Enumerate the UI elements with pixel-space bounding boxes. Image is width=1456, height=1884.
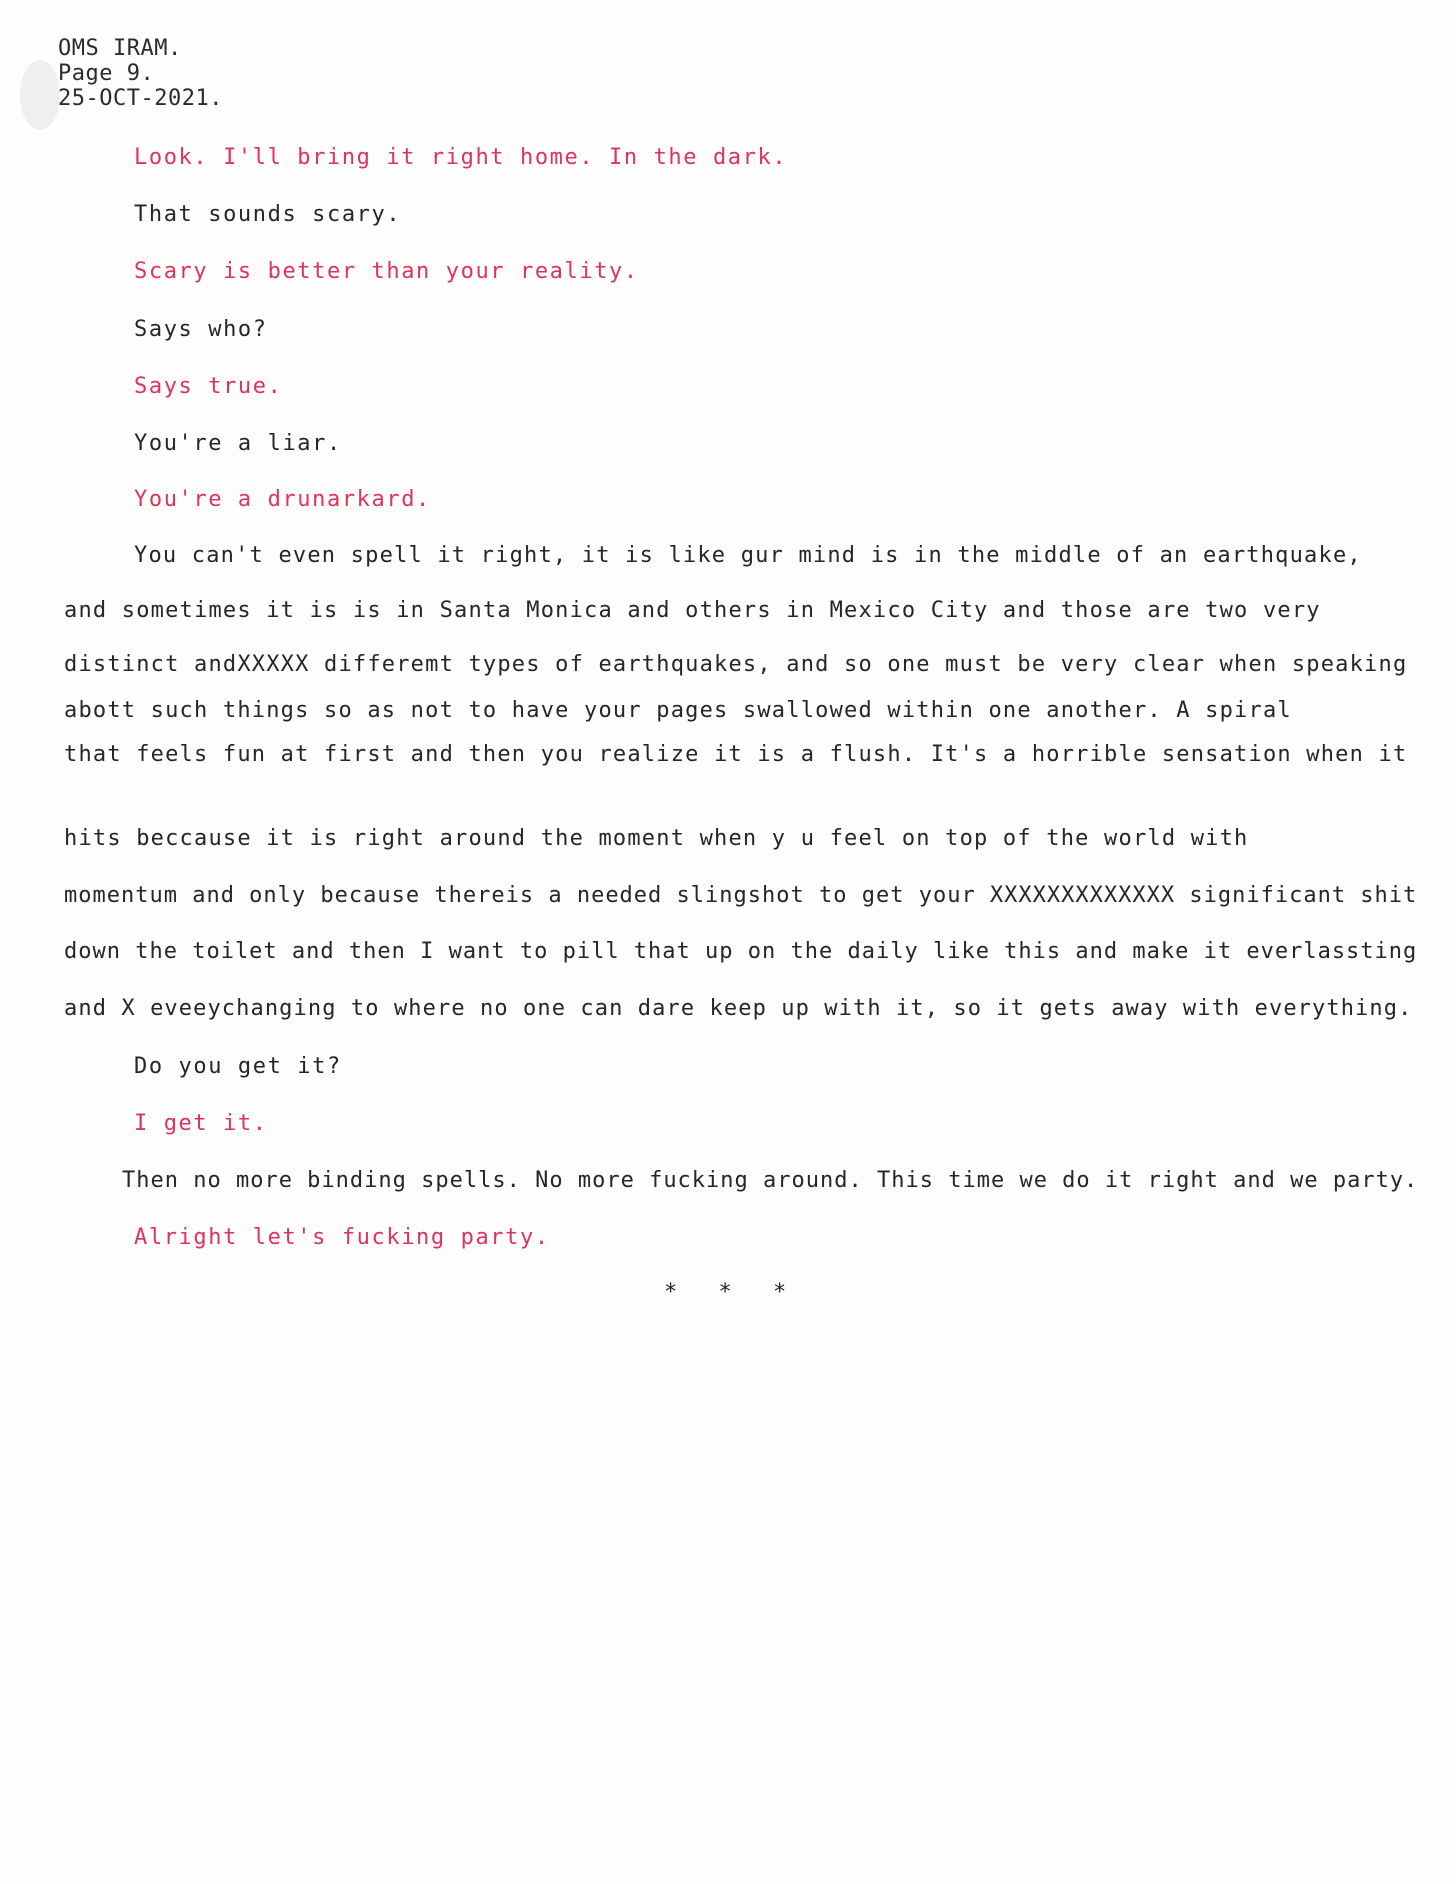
dialog-line: Says true. [134,374,283,399]
header-date: 25-OCT-2021. [58,86,223,111]
closing-line: Do you get it? [134,1054,342,1079]
dialog-line: Look. I'll bring it right home. In the dark. [134,145,788,170]
paragraph-line: distinct andXXXXX differemt types of earthquakes, and so one must be very clear when speaking [64,652,1408,677]
dialog-line: Says who? [134,317,268,342]
closing-line: Alright let's fucking party. [134,1225,550,1250]
dialog-line: You're a liar. [134,431,342,456]
header-page-number: Page 9. [58,61,155,86]
paragraph-line: and X eveeychanging to where no one can dare keep up with it, so it gets away with everything. [64,996,1413,1021]
paragraph-line: and sometimes it is is in Santa Monica and others in Mexico City and those are two very [64,598,1321,623]
header-title: OMS IRAM. [58,36,182,61]
paragraph-line: abott such things so as not to have your pages swallowed within one another. A spiral [64,698,1292,723]
paragraph-line: that feels fun at first and then you realize it is a flush. It's a horrible sensation when it [64,742,1408,767]
dialog-line: Scary is better than your reality. [134,259,639,284]
page-header [58,36,223,111]
paragraph-line: down the toilet and then I want to pill that up on the daily like this and make it everlassting [64,939,1418,964]
dialog-line: That sounds scary. [134,202,402,227]
section-separator: * * * [664,1280,801,1305]
paragraph-line: hits beccause it is right around the moment when y u feel on top of the world with [64,826,1249,851]
dialog-line: You're a drunarkard. [134,487,431,512]
paragraph-line: momentum and only because thereis a needed slingshot to get your XXXXXXXXXXXXX significant shit [64,883,1418,908]
paragraph-line: You can't even spell it right, it is like gur mind is in the middle of an earthquake, [134,543,1362,568]
closing-line: Then no more binding spells. No more fucking around. This time we do it right and we party. [122,1168,1419,1193]
closing-line: I get it. [134,1111,268,1136]
paper-smudge [20,60,60,130]
